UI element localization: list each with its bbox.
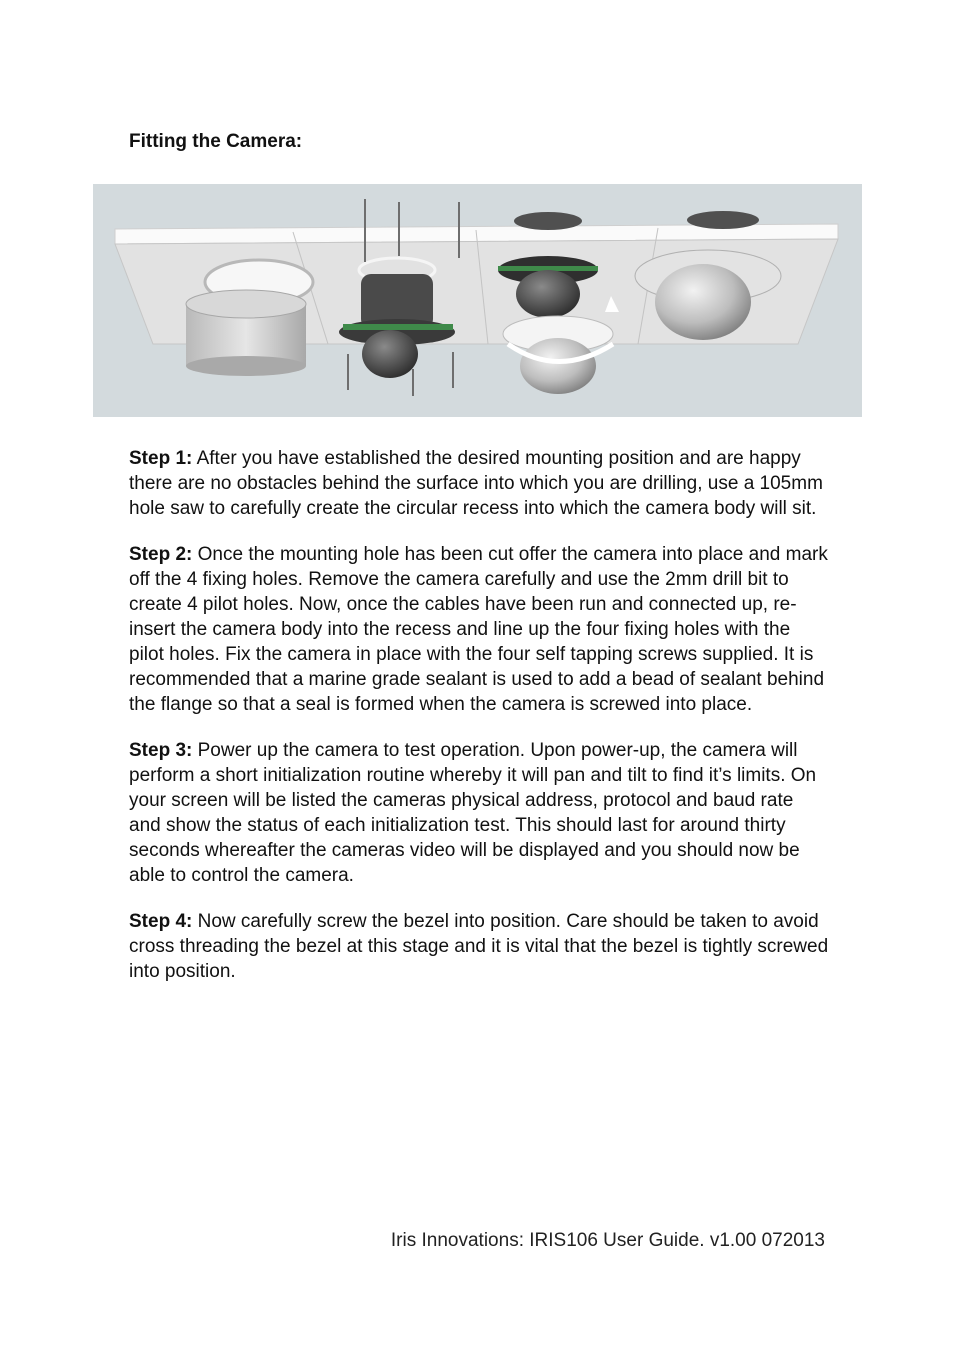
step-text: Once the mounting hole has been cut offer the camera into place and mark off the 4 fixing holes. Remove the camera carefully and use the 2mm drill bit to create 4 pilot holes. Now, once the cables have been run and connected up, re-insert the camera body into the recess and line up the four fixing holes with the pilot holes. Fix the camera in place with the four self tapping screws supplied. It is recommended that a marine grade sealant is used to add a bead of sealant behind the flange so that a seal is formed when the camera is screwed into place. <box>129 544 828 715</box>
step-3 <box>129 738 829 888</box>
page-footer: Iris Innovations: IRIS106 User Guide. v1.00 072013 <box>390 1230 825 1251</box>
step-text: Now carefully screw the bezel into position. Care should be taken to avoid cross threading the bezel at this stage and it is vital that the bezel is tightly screwed into position. <box>129 911 829 982</box>
step-1 <box>129 446 829 521</box>
step-text: After you have established the desired mounting position and are happy there are no obstacles behind the surface into which you are drilling, use a 105mm hole saw to carefully create the circular recess into which the camera body will sit. <box>129 448 823 519</box>
step-text: Power up the camera to test operation. Upon power-up, the camera will perform a short initialization routine whereby it will pan and tilt to find it’s limits. On your screen will be listed the cameras physical address, protocol and baud rate and show the status of each initialization test. This should last for around thirty seconds whereafter the cameras video will be displayed and you should now be able to control the camera. <box>129 740 817 886</box>
step-label: Step 3: <box>129 740 193 761</box>
step-2 <box>129 542 829 717</box>
installation-figure <box>93 184 862 417</box>
ceiling-panel-illustration <box>93 184 862 417</box>
step-label: Step 4: <box>129 911 193 932</box>
step-label: Step 2: <box>129 544 193 565</box>
page-title: Fitting the Camera: <box>129 131 303 152</box>
step-label: Step 1: <box>129 448 193 469</box>
step-4 <box>129 909 829 984</box>
steps-section <box>129 446 829 1005</box>
